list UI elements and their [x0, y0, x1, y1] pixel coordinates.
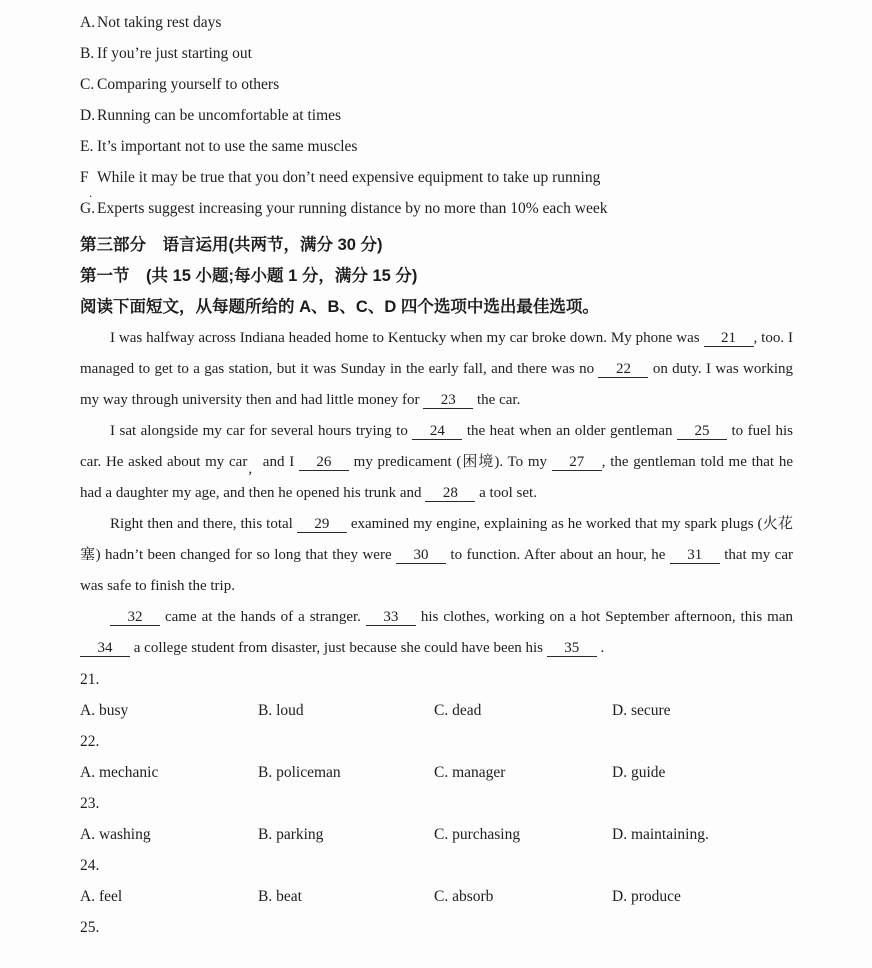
cloze-paragraph-3: [80, 509, 793, 602]
option-text: Experts suggest increasing your running distance by no more than 10% each week: [97, 200, 608, 217]
section-headers: [80, 230, 793, 323]
matching-option-a: [80, 13, 793, 33]
option-c: C. purchasing: [434, 826, 521, 843]
cloze-blank-26: 26: [299, 454, 349, 471]
question-22: [80, 726, 793, 788]
passage-text: Right then and there, this total: [110, 516, 297, 532]
matching-option-e: [80, 137, 793, 157]
matching-option-g: [80, 199, 793, 219]
passage-text: his clothes, working on a hot September afternoon, this man: [415, 609, 793, 625]
option-d: D. secure: [612, 702, 671, 719]
option-label: G.: [80, 200, 96, 217]
passage-text: to fuel his car. He asked about my car: [80, 423, 793, 470]
matching-options-list: [80, 13, 793, 219]
passage-text: a college student from disaster, just because she could have been his: [130, 640, 547, 656]
option-label: F: [80, 169, 89, 186]
cloze-blank-34: 34: [80, 640, 130, 657]
cloze-blank-29: 29: [297, 516, 347, 533]
option-c: C. absorb: [434, 888, 494, 905]
question-number: 23.: [80, 795, 100, 812]
cloze-paragraph-1: [80, 323, 793, 416]
instruction-line: 阅读下面短文，从每题所给的 A、B、C、D 四个选项中选出最佳选项。: [80, 298, 599, 316]
passage-text: examined my engine, explaining as he worked that my spark plugs (火花塞) hadn’t been changed for so long that they were: [80, 516, 793, 563]
option-label: D.: [80, 107, 96, 124]
passage-text: came at the hands of a stranger.: [160, 609, 366, 625]
passage-text: I was halfway across Indiana headed home to Kentucky when my car broke down. My phone was: [110, 330, 704, 346]
cloze-blank-33: 33: [366, 609, 416, 626]
option-b: B. loud: [258, 702, 304, 719]
part3-header: 第三部分 语言运用(共两节，满分 30 分): [80, 236, 383, 254]
question-23: [80, 788, 793, 850]
option-label: B.: [80, 45, 95, 62]
passage-text: my predicament (困境). To my: [348, 454, 552, 470]
cloze-blank-32: 32: [110, 609, 160, 626]
passage-text: , too. I managed to get to a gas station, but it was Sunday in the early fall, and there was no: [80, 330, 793, 377]
question-25: [80, 912, 793, 943]
option-c: C. dead: [434, 702, 482, 719]
cloze-blank-25: 25: [677, 423, 727, 440]
option-a: A. busy: [80, 702, 129, 719]
option-a: A. washing: [80, 826, 151, 843]
option-a: A. feel: [80, 888, 123, 905]
option-text: Not taking rest days: [97, 14, 222, 31]
matching-option-c: [80, 75, 793, 95]
passage-text: to function. After about an hour, he: [446, 547, 670, 563]
scan-artifact-mark: .: [89, 185, 93, 200]
option-label: E.: [80, 138, 94, 155]
question-21: [80, 664, 793, 726]
option-text: If you’re just starting out: [97, 45, 252, 62]
passage-text: a tool set.: [475, 485, 537, 501]
cloze-paragraph-4: [80, 602, 793, 664]
passage-text: and I: [258, 454, 299, 470]
passage-text: that my car was safe to finish the trip.: [80, 547, 793, 594]
option-text: Running can be uncomfortable at times: [97, 107, 342, 124]
cloze-passage: [80, 323, 793, 664]
option-text: Comparing yourself to others: [97, 76, 280, 93]
question-options-row: [80, 819, 793, 850]
option-text: While it may be true that you don’t need expensive equipment to take up running: [97, 169, 601, 186]
matching-option-b: [80, 44, 793, 64]
option-a: A. mechanic: [80, 764, 159, 781]
question-number: 25.: [80, 919, 100, 936]
option-d: D. guide: [612, 764, 666, 781]
option-c: C. manager: [434, 764, 506, 781]
cloze-blank-22: 22: [598, 361, 648, 378]
question-options-row: [80, 695, 793, 726]
question-number: 21.: [80, 671, 100, 688]
matching-option-d: [80, 106, 793, 126]
question-number: 22.: [80, 733, 100, 750]
section1-header: 第一节 (共 15 小题;每小题 1 分，满分 15 分): [80, 267, 418, 285]
cloze-blank-28: 28: [425, 485, 475, 502]
passage-text: I sat alongside my car for several hours trying to: [110, 423, 413, 439]
option-text: It’s important not to use the same muscles: [97, 138, 358, 155]
cloze-blank-31: 31: [670, 547, 720, 564]
option-b: B. policeman: [258, 764, 341, 781]
scan-artifact-comma: ,: [248, 461, 253, 477]
cloze-blank-35: 35: [547, 640, 597, 657]
cloze-blank-21: 21: [704, 330, 754, 347]
passage-text: the heat when an older gentleman: [462, 423, 678, 439]
passage-text: , the gentleman told me that he had a daughter my age, and then he opened his trunk and: [80, 454, 793, 501]
passage-text: .: [596, 640, 605, 656]
cloze-paragraph-2: [80, 416, 793, 509]
question-24: [80, 850, 793, 912]
option-label: C.: [80, 76, 95, 93]
cloze-blank-24: 24: [412, 423, 462, 440]
option-label: A.: [80, 14, 96, 31]
question-options-row: [80, 757, 793, 788]
option-d: D. produce: [612, 888, 681, 905]
questions-section: [80, 664, 793, 943]
option-b: B. beat: [258, 888, 302, 905]
passage-text: the car.: [473, 392, 521, 408]
cloze-blank-27: 27: [552, 454, 602, 471]
option-b: B. parking: [258, 826, 324, 843]
question-options-row: [80, 881, 793, 912]
cloze-blank-30: 30: [396, 547, 446, 564]
passage-text: on duty. I was working my way through university then and had little money for: [80, 361, 794, 408]
option-d: D. maintaining.: [612, 826, 709, 843]
matching-option-f: [80, 168, 793, 200]
question-number: 24.: [80, 857, 100, 874]
cloze-blank-23: 23: [423, 392, 473, 409]
